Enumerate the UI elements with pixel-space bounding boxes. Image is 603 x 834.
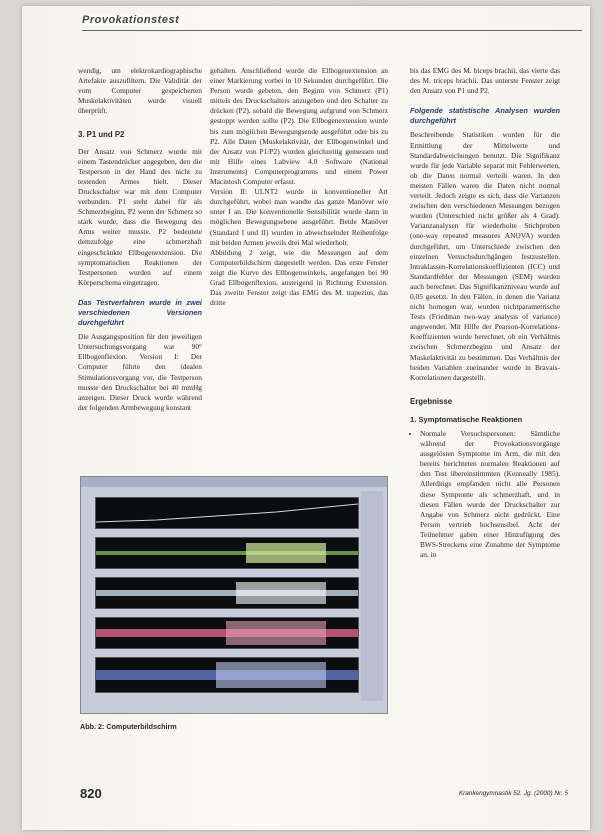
- subsection-heading: Folgende statistische Analysen wurden durchgeführt: [410, 106, 560, 126]
- list-item: • Normale Versuchspersonen: Sämtliche während der Provokationsvorgänge ausgelösten Symptome im Arm, die mit den bereits berichteten normalen Reaktionen auf den Test übereinstimmten (Kenneally 1985). Allerdings empfanden nicht alle Personen diese Symptome als schmerzhaft, und in diesen Fällen wurde der Druckschalter zur Angabe von Schmerz nicht gedrückt. Eine Person vertrieb hochsensibel. Acht der Teilnehmer gaben einer Hinzufügung des BWS-Streckens eine Zunahme der Symptome an, in: [420, 429, 560, 560]
- column-middle: [210, 66, 388, 308]
- paragraph: Beschreibende Statistiken wurden für die Ermittlung der Mittelwerte und Standardabweichungen benutzt. Die Signifikanz wurde für jede Variable separat mit Fehlerwerten, ob die Daten normal verteilt waren. In den meisten Fällen waren die Daten nicht normal verteilt. Jedoch zeigte es sich, dass die Varianzen zwischen den verschiedenen Messungen bezogen wurden (Unterschied nicht größer als 4 Grad). Varianzanalysen für wiederholte Stichproben (one-way repeated measures ANOVA) wurden durchgeführt, um Unterschiede zwischen den einzelnen Versuchsdurchgängen festzustellen. Intraklassen-Korrelationskoeffizienten (ICC) und Standardfehler der Messungen (SEM) wurden auch berechnet. Das Signifikanzniveau wurde auf 0,05 gesetzt. In den Fällen, in denen die Varianz nicht homogen war, wurden nichtparametrische Tests (Friedman two-way analysis of variance) angewendet. Mit Hilfe der Pearson-Korrelations-Koeffizienten wurde berechnet, ob ein Verhältnis zwischen Schmerzbeginn und Ansatz der Muskelaktivität zu bestimmen. Das Verhältnis der beiden Variablen zueinander wurde in Bravais-Korrelationen dargestellt.: [410, 130, 560, 382]
- header-title: Provokationstest: [82, 14, 185, 26]
- figure-toolbar: [81, 477, 387, 487]
- column-left: [78, 66, 202, 413]
- figure-signal-window: [95, 657, 359, 693]
- figure-signal-window: [95, 617, 359, 649]
- paragraph: Die Ausgangsposition für den jeweiligen Untersuchungsvorgang war 90° Ellbogenflexion. Version I: Der Computer führte den idealen Stimulationsvorgang vor, die Testperson musste den Druckschalter bei 40 mmHg anzeigen. Dieser Druck wurde während der folgenden Armbewegung konstant: [78, 332, 202, 412]
- subsection-heading: 1. Symptomatische Reaktionen: [410, 414, 523, 424]
- running-header: [82, 14, 582, 31]
- section-heading: Ergebnisse: [410, 396, 453, 406]
- signal-trace: [96, 538, 358, 568]
- paragraph: Der Ansatz von Schmerz wurde mit einem Tastendrücker angegeben, den die Testperson in der Hand des nicht zu testenden Armes hielt. Dieser Druckschalter war mit dem Computer verbunden. P1 steht dabei für als Schmerzbeginn, P2 wenn der Schmerz so stark wurde, dass die Bewegung des Arms weiter musste. P2 bedeutete demzufolge eine schmerzhaft eingeschränkte Ellbogenextension. Die symptomatischen Reaktionen der Testpersonen wurden auf einem Körperschema eingetragen.: [78, 146, 202, 287]
- column-right: [410, 66, 560, 560]
- figure-signal-window: [95, 537, 359, 569]
- paragraph: gehalten. Anschließend wurde die Ellbogenextension an einer Markierung vorbei in 10 Sekunden durchgeführt. Die Person wurde gebeten, den Beginn von Schmerz (P1) mittels des Druckschalters anzugeben und den Schalter zu drücken (P2), sobald die Bewegung aufgrund von Schmerz gestoppt werden sollte (P2). Die Ellbogenextension wurde bis zum möglichen Bewegungsende ausgeführt oder bis zu P2. Alle Daten (Muskelaktivität, der Ellbogenwinkel und der Ansatz von P1/P2) wurden gleichzeitig gemessen und mit Hilfe eines Labview 4.0 Software (National Instruments) Computerprogramms und einem Power Macintosh Computer erfasst.: [210, 66, 388, 187]
- figure-computer-screen: [80, 476, 388, 714]
- figure-side-panel: [361, 491, 383, 701]
- signal-trace: [96, 578, 358, 608]
- figure-signal-window: [95, 577, 359, 609]
- paragraph: Version II: ULNT2 wurde in konventioneller Art durchgeführt, wobei man wandte das ganze Manöver wie unter I an. Die konventionelle Sensibilität wurde dann in möglichen Bewegungsebene ausgeführt. Beide Manöver (Standard I und II) wurden in abwechselnder Reihenfolge mit beiden Armen jeweils drei Mal wiederholt.: [210, 187, 388, 247]
- paragraph: bis das EMG des M. biceps brachii, das vierte das des M. triceps brachii. Das unterste Fenster zeigt den Ansatz von P1 und P2.: [410, 66, 560, 96]
- page-number: 820: [80, 786, 102, 801]
- journal-footer: Krankengymnastik 52. Jg. (2000) Nr. 5: [458, 790, 568, 797]
- paragraph: Abbildung 2 zeigt, wie die Messungen auf dem Computerbildschirm dargestellt werden. Das erste Fenster zeigt die Kurve des Ellbogenwinkels, angefangen bei 90 Grad Ellbogenflexion, ansteigend in Richtung Extension. Das zweite Fenster zeigt das EMG des M. trapezius, das dritte: [210, 247, 388, 308]
- page: [22, 6, 590, 830]
- subsection-heading: Das Testverfahren wurde in zwei verschiedenen Versionen durchgeführt: [78, 297, 202, 328]
- figure-caption: Abb. 2: Computerbildschirm: [80, 722, 177, 731]
- signal-trace: [96, 498, 358, 528]
- figure-signal-window: [95, 497, 359, 529]
- bullet-list: [410, 429, 560, 560]
- signal-trace: [96, 658, 358, 692]
- section-heading: 3. P1 und P2: [78, 130, 125, 140]
- signal-trace: [96, 618, 358, 648]
- paragraph: wendig, um elektrokardiographische Artefakte auszufiltern. Die Validität der vom Computer gespeicherten Muskelaktivitäten wurde visuell überprüft.: [78, 66, 202, 116]
